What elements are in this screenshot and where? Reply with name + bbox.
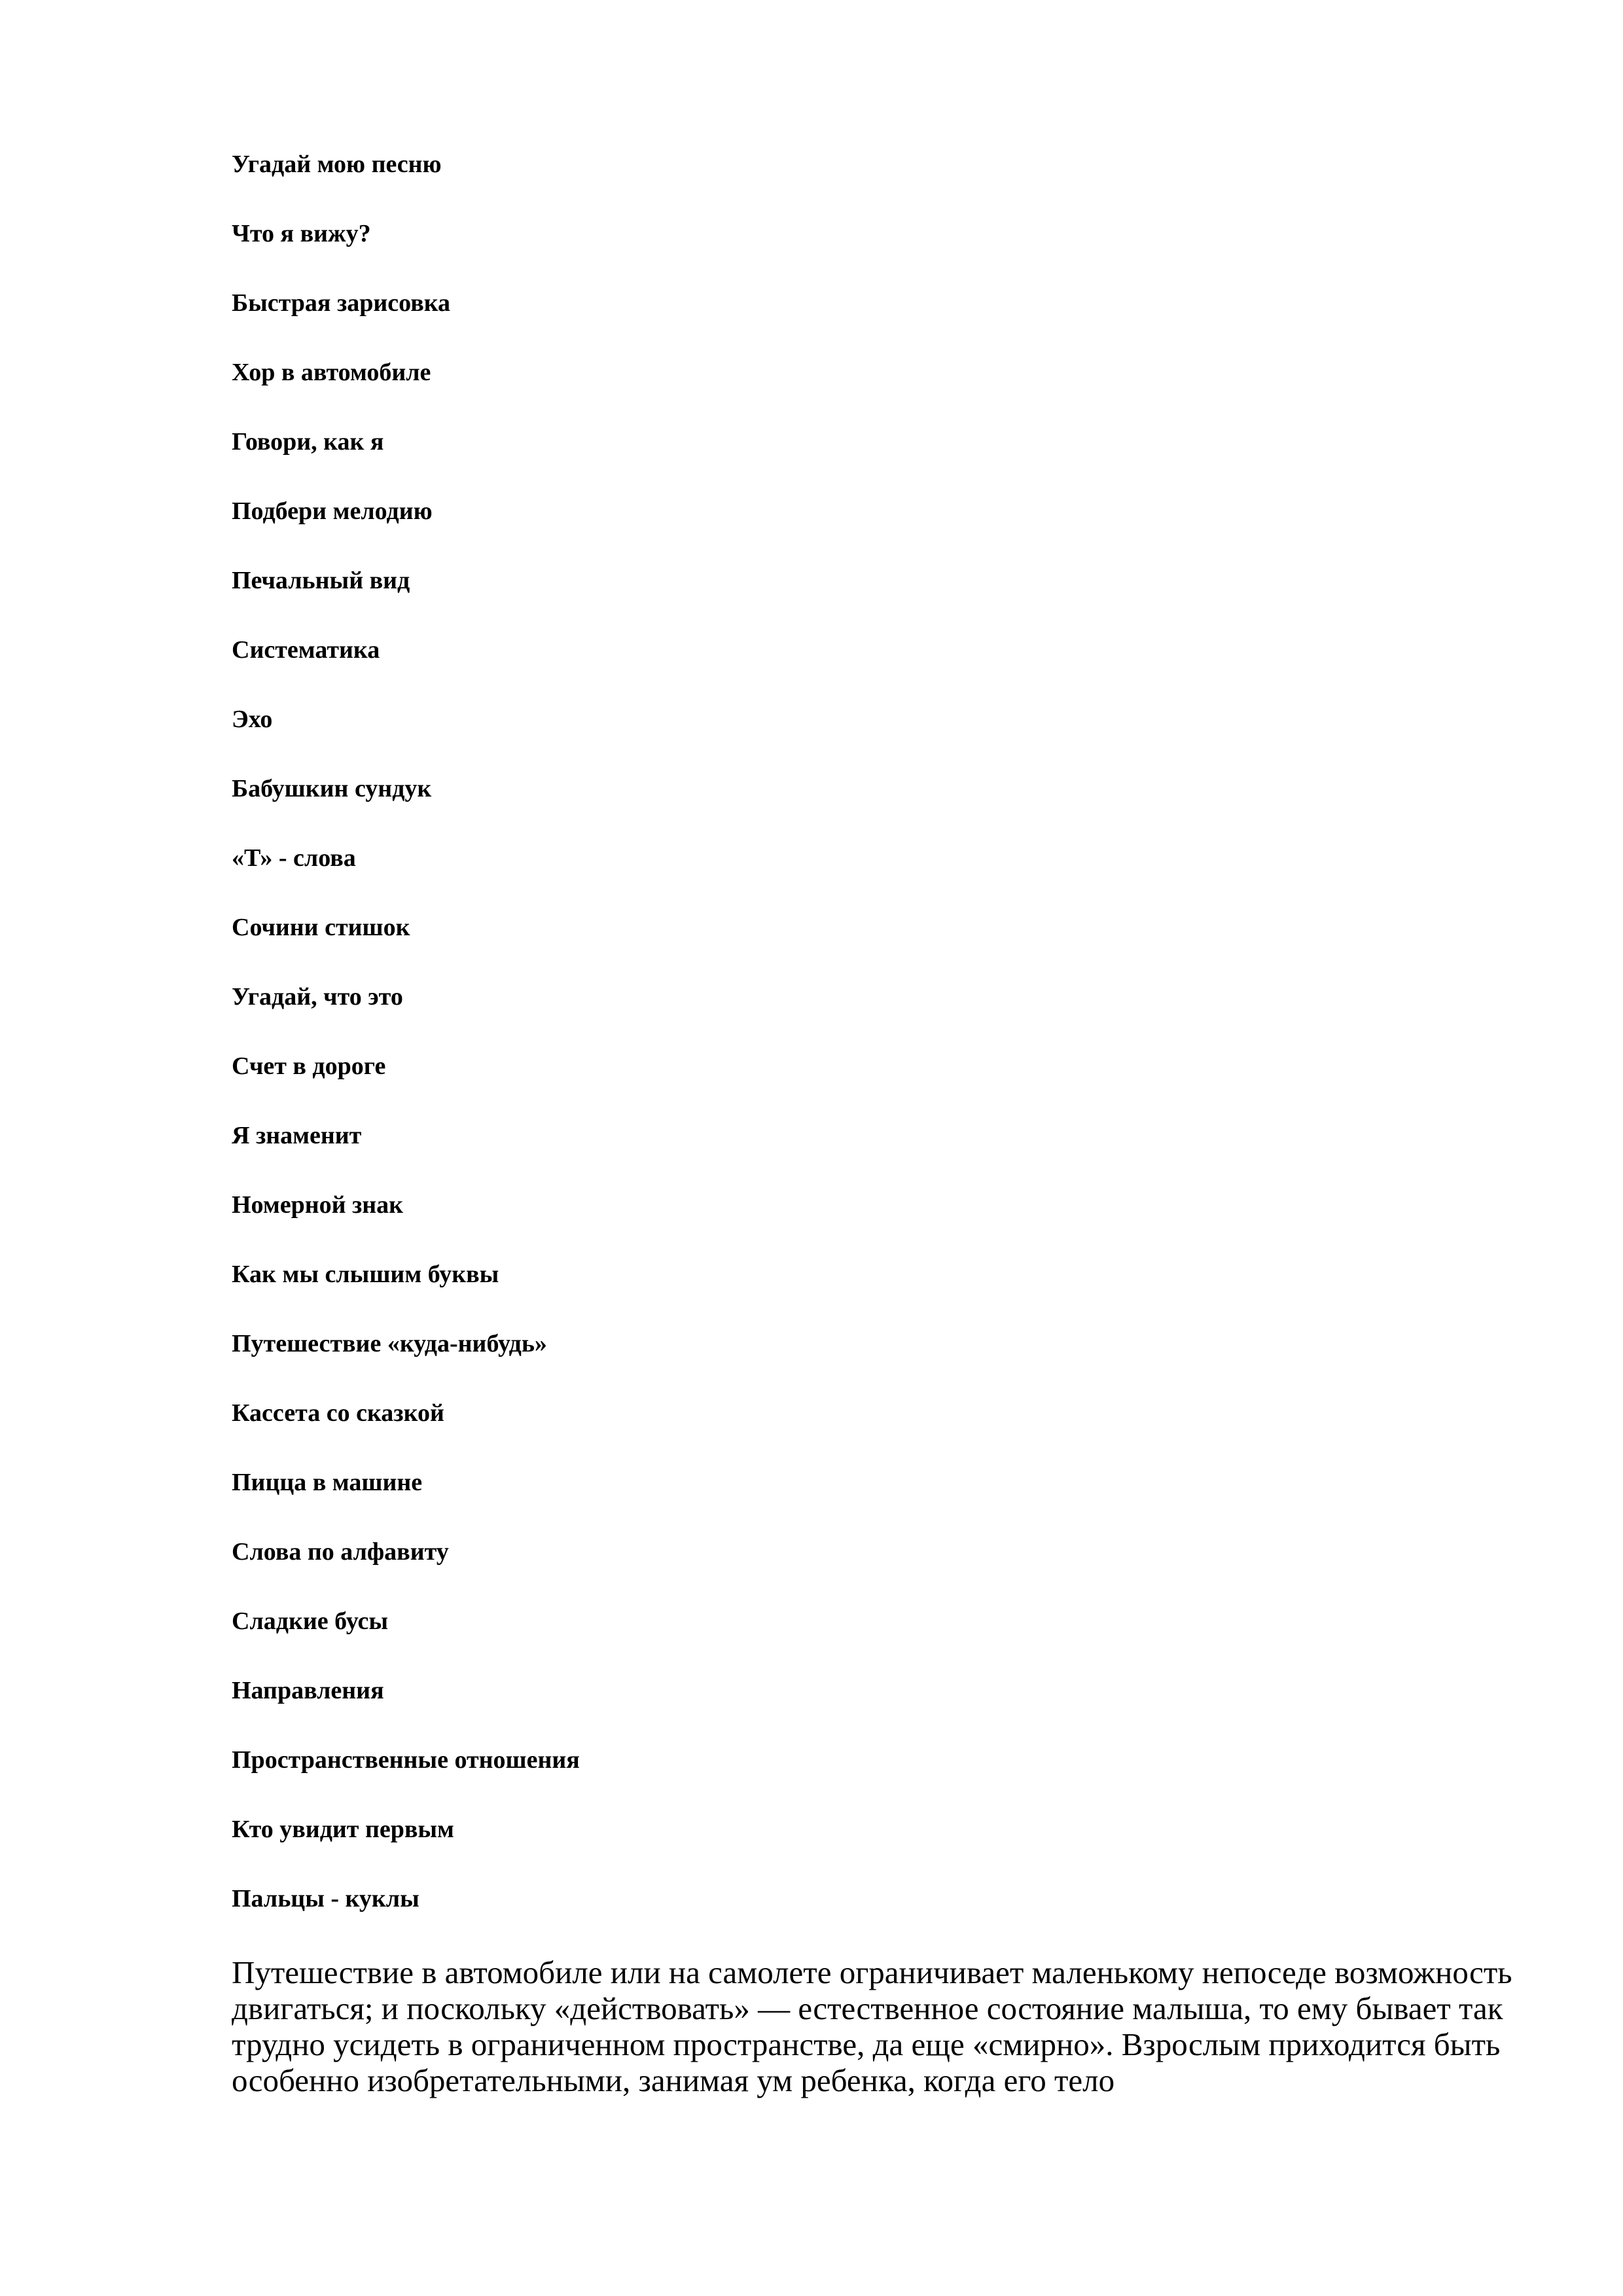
- list-item: Сочини стишок: [232, 914, 410, 941]
- list-item: Счет в дороге: [232, 1052, 386, 1080]
- list-item: Что я вижу?: [232, 220, 371, 247]
- list-item: Быстрая зарисовка: [232, 289, 451, 317]
- list-item: Направления: [232, 1677, 384, 1704]
- list-item: Подбери мелодию: [232, 497, 433, 525]
- list-item: Путешествие «куда-нибудь»: [232, 1330, 547, 1357]
- list-item: Сладкие бусы: [232, 1607, 389, 1635]
- list-item: Систематика: [232, 636, 380, 664]
- list-item: Номерной знак: [232, 1191, 404, 1219]
- game-list: [232, 149, 580, 1953]
- list-item: Угадай, что это: [232, 983, 403, 1011]
- list-item: Пальцы - куклы: [232, 1885, 419, 1912]
- list-item: Говори, как я: [232, 428, 384, 456]
- list-item: Хор в автомобиле: [232, 359, 431, 386]
- list-item: Печальный вид: [232, 567, 410, 594]
- list-item: Как мы слышим буквы: [232, 1261, 499, 1288]
- list-item: Кассета со сказкой: [232, 1399, 444, 1427]
- list-item: Пространственные отношения: [232, 1746, 580, 1774]
- list-item: Угадай мою песню: [232, 151, 442, 178]
- list-item: «Т» - слова: [232, 844, 356, 872]
- list-item: Слова по алфавиту: [232, 1538, 449, 1566]
- list-item: Кто увидит первым: [232, 1816, 454, 1843]
- body-paragraph: Путешествие в автомобиле или на самолете ограничивает маленькому непоседе возможность двигаться; и поскольку «действовать» — естественное состояние малыша, то ему бывает так трудно усидеть в ограниченном пространстве, да еще «смирно». Взрослым приходится быть особенно изобретательными, занимая ум ребенка, когда его тело: [232, 1954, 1512, 2098]
- list-item: Пицца в машине: [232, 1469, 423, 1496]
- list-item: Эхо: [232, 706, 273, 733]
- list-item: Бабушкин сундук: [232, 775, 432, 802]
- list-item: Я знаменит: [232, 1122, 362, 1149]
